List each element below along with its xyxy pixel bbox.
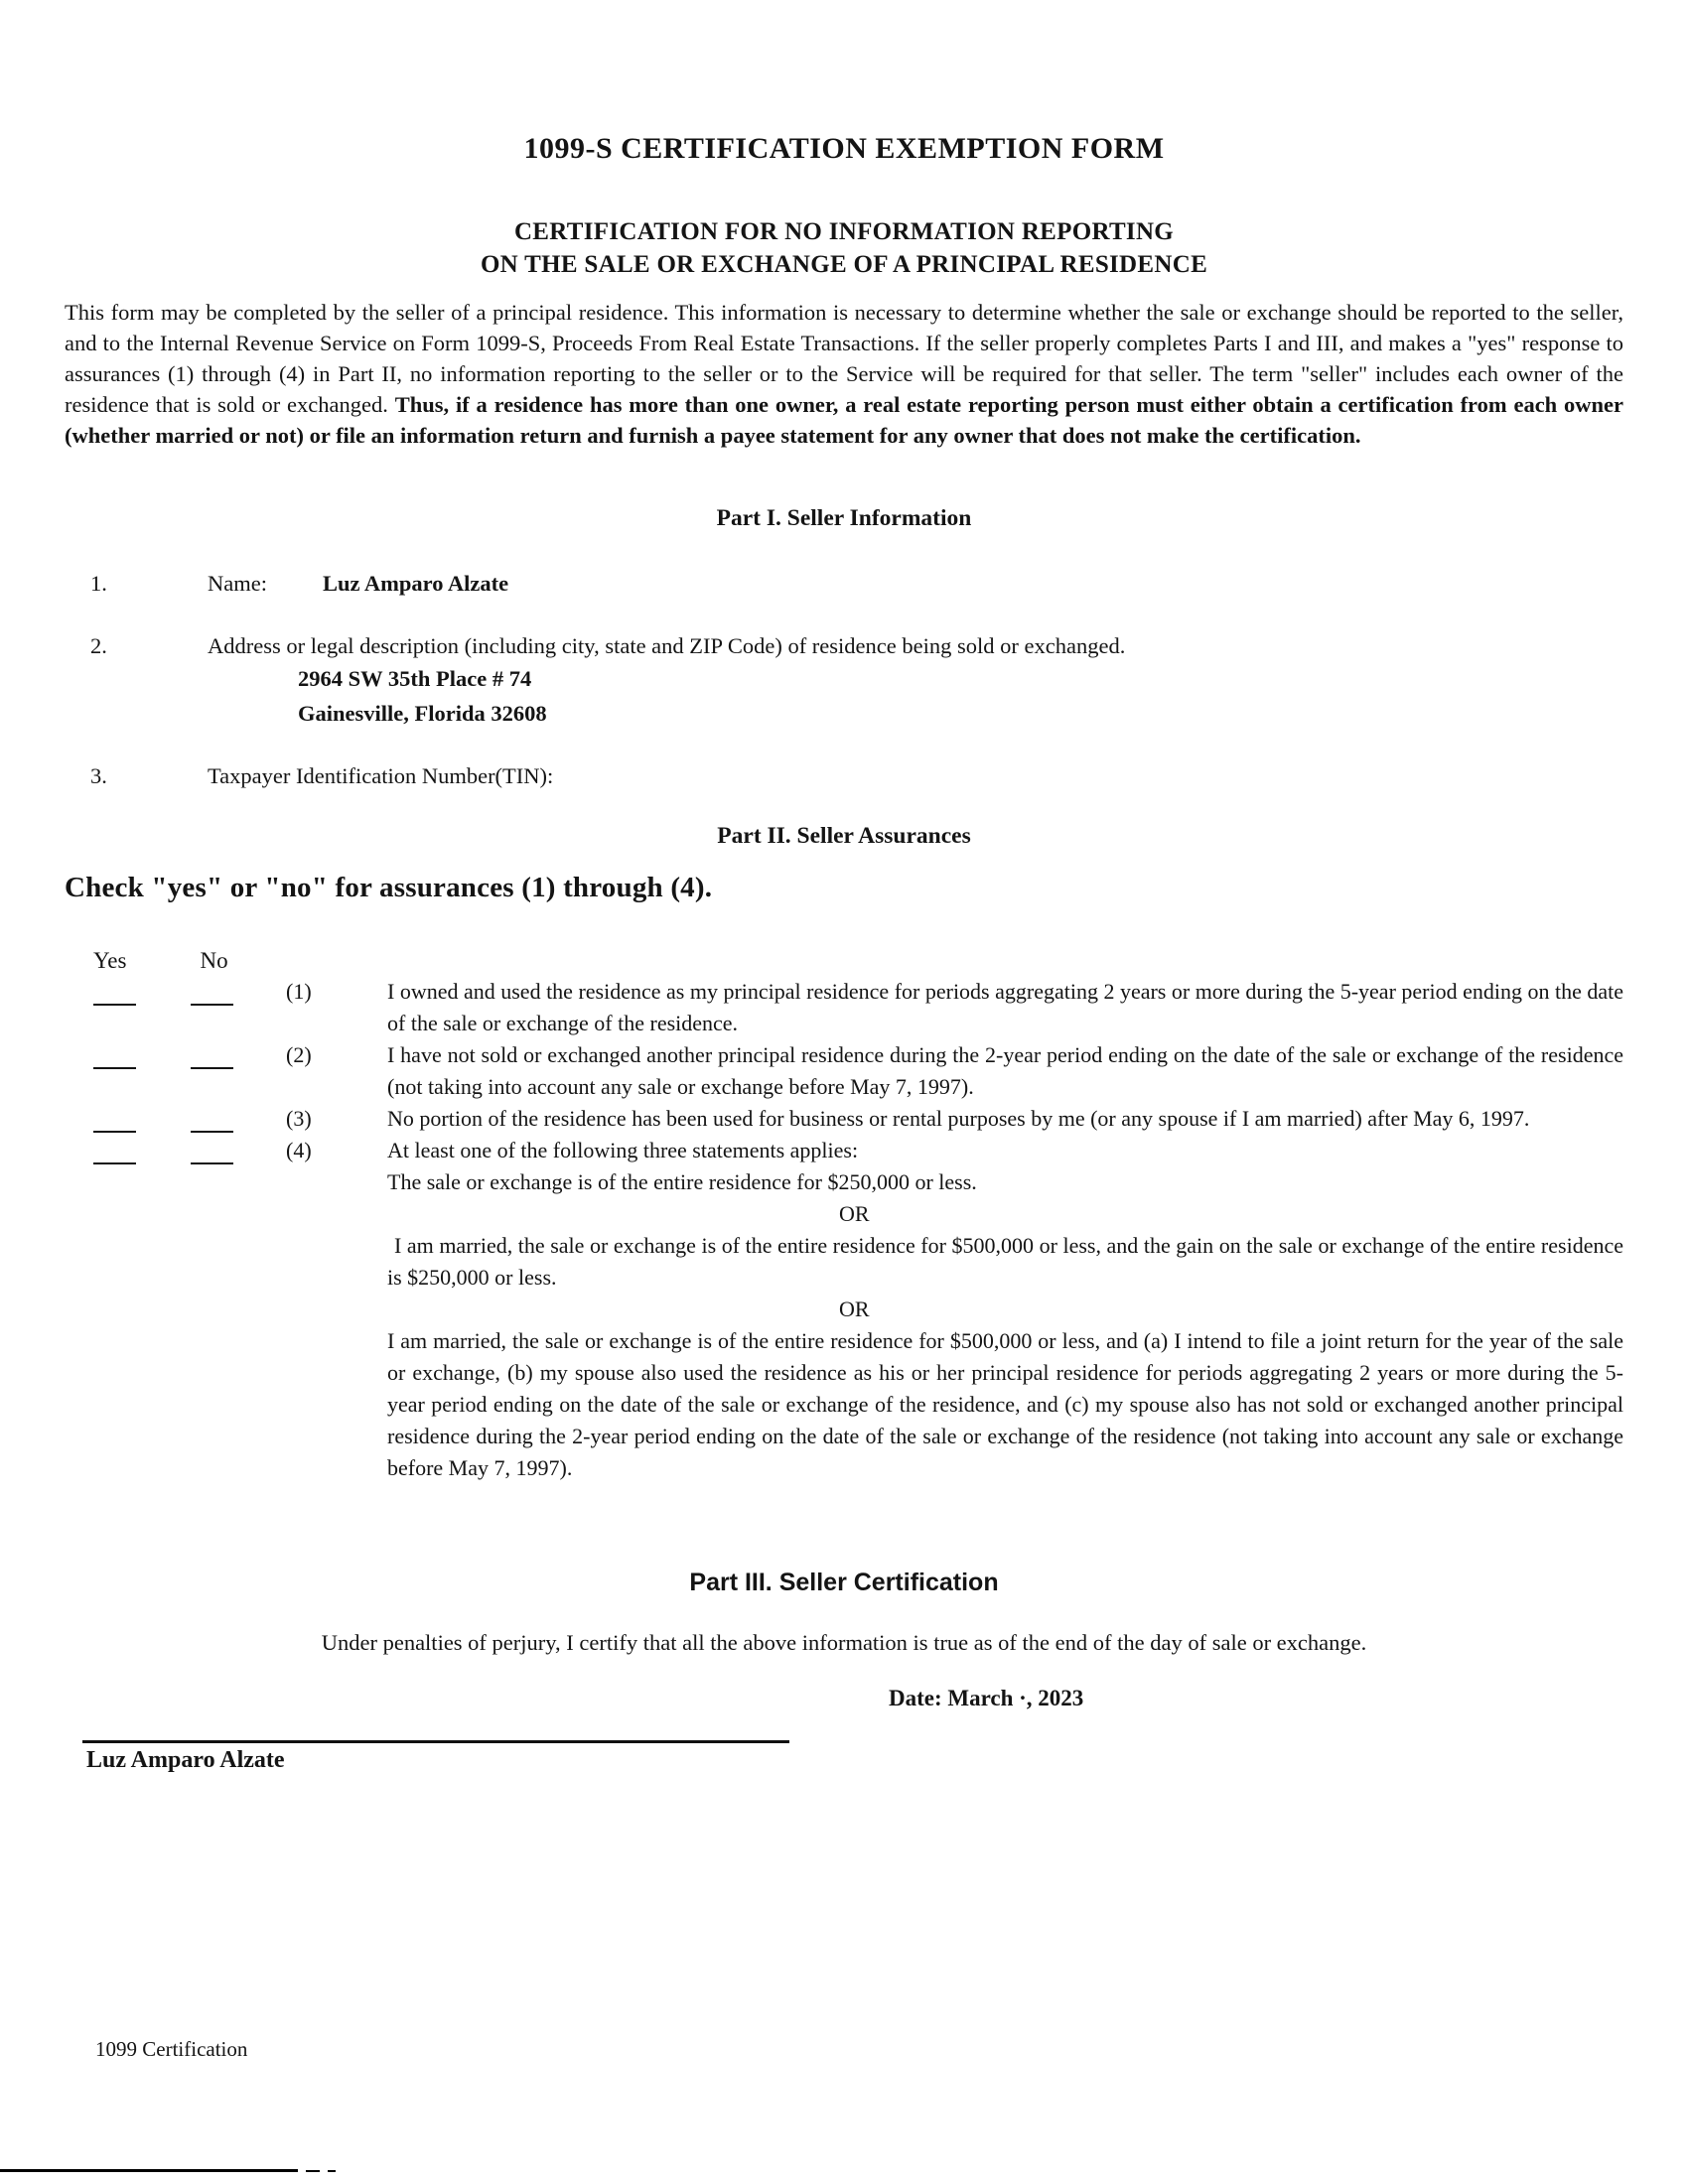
scan-artifact-line [0,2169,298,2172]
assurance-number: (4) [286,1138,312,1162]
or-separator: OR [839,1201,870,1226]
scan-artifact-dash [306,2170,320,2172]
yes-blank-line-4[interactable] [93,1139,136,1164]
intro-bold-text: Thus, if a residence has more than one owner, a real estate reporting person must either obtain a certification from each owner (whether married or not) or file an information return and furnish a payee statement for any owner that does not make the certification. [65,392,1624,448]
address-line-1: 2964 SW 35th Place # 74 [298,666,532,691]
item-number: 3. [90,763,107,788]
assurance-number: (3) [286,1106,312,1131]
item-number: 2. [90,633,107,658]
yes-column-header: Yes [93,948,127,973]
assurance-number: (1) [286,979,312,1004]
subtitle-line-1: CERTIFICATION FOR NO INFORMATION REPORTING [513,218,1175,245]
no-blank-line-1[interactable] [191,980,233,1006]
assurance-row-2 [65,1039,1623,1103]
no-blank-line-2[interactable] [191,1043,233,1069]
subtitle-line-2: ON THE SALE OR EXCHANGE OF A PRINCIPAL RESIDENCE [480,251,1208,278]
part1-heading: Part I. Seller Information [716,505,972,531]
tin-label: Taxpayer Identification Number(TIN): [208,763,554,788]
name-label: Name: [208,571,267,596]
part2-heading: Part II. Seller Assurances [717,823,971,849]
assurance-text: I owned and used the residence as my principal residence for periods aggregating 2 years or more during the 5-year period ending on the date of the sale or exchange of the residence. [387,979,1623,1035]
assurance-row-1 [65,976,1623,1039]
address-label: Address or legal description (including city, state and ZIP Code) of residence being sold or exchanged. [208,633,1126,658]
statement-2: I am married, the sale or exchange is of the entire residence for $500,000 or less, and the gain on the sale or exchange of the entire residence is $250,000 or less. [387,1233,1623,1290]
part3-heading: Part III. Seller Certification [689,1569,999,1596]
statement-1: The sale or exchange is of the entire residence for $250,000 or less. [387,1169,977,1194]
seller-name-row [65,568,1623,599]
no-blank-line-4[interactable] [191,1139,233,1164]
page-footer: 1099 Certification [95,2037,248,2061]
address-row [65,630,1623,661]
document-subtitle [65,215,1623,281]
no-blank-line-3[interactable] [191,1107,233,1133]
address-line-2: Gainesville, Florida 32608 [298,701,547,726]
assurance-row-4 [65,1135,1623,1484]
date-line: Date: March ·, 2023 [889,1686,1084,1710]
no-column-header: No [200,948,228,973]
signature-line[interactable] [82,1740,789,1743]
scan-artifact-dash [328,2170,336,2172]
or-separator: OR [839,1297,870,1321]
certification-text: Under penalties of perjury, I certify that all the above information is true as of the end of the day of sale or exchange. [321,1630,1367,1655]
statement-3: I am married, the sale or exchange is of the entire residence for $500,000 or less, and (a) I intend to file a joint return for the year of the sale or exchange, (b) my spouse also used the residence as his or her principal residence for periods aggregating 2 years or more during the 5-year period ending on the date of the sale or exchange of the residence, and (c) my spouse also has not sold or exchanged another principal residence during the 2-year period ending on the date of the sale or exchange of the residence (not taking into account any sale or exchange before May 7, 1997). [387,1328,1623,1480]
yes-blank-line-3[interactable] [93,1107,136,1133]
assurance-number: (2) [286,1042,312,1067]
assurance-text: No portion of the residence has been used for business or rental purposes by me (or any spouse if I am married) after May 6, 1997. [387,1106,1530,1131]
assurance-text: At least one of the following three statements applies: [387,1138,859,1162]
yes-blank-line-2[interactable] [93,1043,136,1069]
page-title: 1099-S CERTIFICATION EXEMPTION FORM [523,132,1165,165]
signature-name: Luz Amparo Alzate [86,1747,285,1773]
assurance-row-3 [65,1103,1623,1135]
address-block [65,661,1623,731]
intro-paragraph [65,297,1623,451]
tin-row [65,760,1623,791]
item-number: 1. [90,571,107,596]
yes-no-column-headers [65,946,1623,976]
seller-name-value: Luz Amparo Alzate [323,571,509,596]
intro-normal-text: This form may be completed by the seller of a principal residence. This information is necessary to determine whether the sale or exchange should be reported to the seller, and to the Internal Revenue Service on Form 1099-S, Proceeds From Real Estate Transactions. If the seller properly completes Parts I and III, and makes a "yes" response to assurances (1) through (4) in Part II, no information reporting to the seller or to the Service will be required for that seller. The term "seller" includes each owner of the residence that is sold or exchanged. [65,300,1623,417]
check-instruction: Check "yes" or "no" for assurances (1) through (4). [65,872,713,903]
assurance-text: I have not sold or exchanged another principal residence during the 2-year period ending on the date of the sale or exchange of the residence (not taking into account any sale or exchange before May 7, 1997). [387,1042,1623,1099]
yes-blank-line-1[interactable] [93,980,136,1006]
